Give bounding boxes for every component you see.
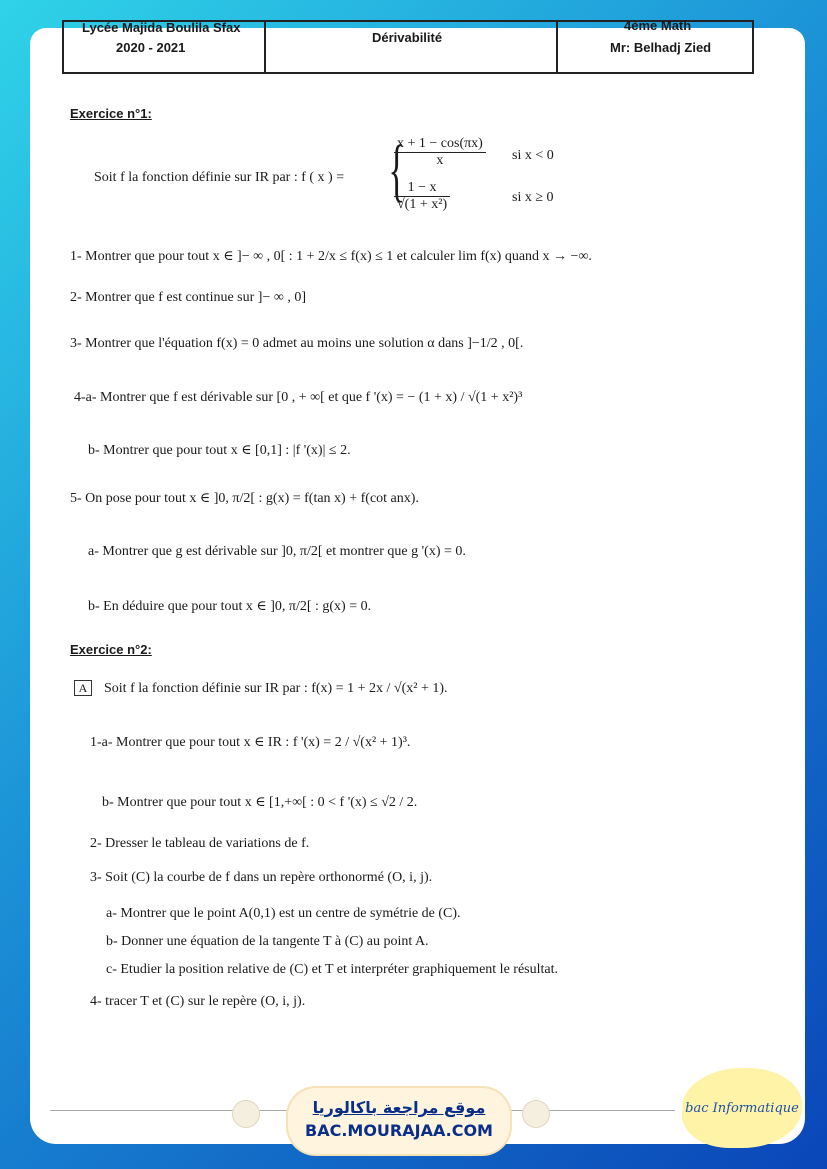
ex2-question-3a: a- Montrer que le point A(0,1) est un centre de symétrie de (C).: [106, 906, 461, 921]
right-logo-icon: [522, 1100, 550, 1128]
bac-informatique-badge: bac Informatique: [682, 1068, 802, 1148]
ex2-question-3b: b- Donner une équation de la tangente T à (C) au point A.: [106, 934, 429, 949]
ex2-question-3: 3- Soit (C) la courbe de f dans un repère orthonormé (O, i, j).: [90, 870, 433, 885]
ex2-question-4: 4- tracer T et (C) sur le repère (O, i, j).: [90, 994, 306, 1009]
ex1-question-5a: a- Montrer que g est dérivable sur ]0, π/2[ et montrer que g '(x) = 0.: [88, 544, 466, 559]
piecewise-brace: {: [388, 132, 406, 209]
case-2-numerator: 1 − x: [394, 180, 450, 197]
header-right-cell: [558, 18, 752, 72]
ex2-question-1b: b- Montrer que pour tout x ∈ [1,+∞[ : 0 < f '(x) ≤ √2 / 2.: [102, 795, 418, 810]
ex1-question-1: 1- Montrer que pour tout x ∈ ]− ∞ , 0[ : 1 + 2/x ≤ f(x) ≤ 1 et calculer lim f(x) quand x → −∞.: [70, 249, 592, 264]
ex2-question-1a: 1-a- Montrer que pour tout x ∈ IR : f '(x) = 2 / √(x² + 1)³.: [90, 735, 411, 750]
ex1-question-2: 2- Montrer que f est continue sur ]− ∞ , 0]: [70, 290, 306, 305]
class-level: 4ème Math: [624, 18, 692, 33]
site-banner[interactable]: [288, 1088, 510, 1154]
school-year: 2020 - 2021: [116, 40, 186, 55]
exam-sheet: [30, 18, 805, 1144]
case-1-condition: si x < 0: [512, 148, 554, 163]
case-1-numerator: x + 1 − cos(πx): [394, 136, 486, 153]
case-1: [392, 136, 488, 169]
section-a-box: A: [74, 680, 92, 696]
site-name-arabic: موقع مراجعة باكالوريا: [312, 1098, 486, 1117]
case-2-condition: si x ≥ 0: [512, 190, 554, 205]
ex1-question-5: 5- On pose pour tout x ∈ ]0, π/2[ : g(x) = f(tan x) + f(cot anx).: [70, 491, 419, 506]
ex1-question-4b: b- Montrer que pour tout x ∈ [0,1] : |f '(x)| ≤ 2.: [88, 443, 351, 458]
case-2: [392, 180, 452, 213]
header-mid-cell: [266, 22, 558, 72]
header-table: [62, 20, 754, 74]
site-url[interactable]: BAC.MOURAJAA.COM: [305, 1121, 493, 1140]
case-1-denominator: x: [436, 153, 444, 168]
header-left-cell: [64, 22, 266, 72]
exercise-1-title: Exercice n°1:: [70, 106, 152, 121]
ex1-question-4a: 4-a- Montrer que f est dérivable sur [0 , + ∞[ et que f '(x) = − (1 + x) / √(1 + x²)³: [74, 390, 523, 405]
ex1-question-5b: b- En déduire que pour tout x ∈ ]0, π/2[ : g(x) = 0.: [88, 599, 372, 614]
case-2-denominator: √(1 + x²): [397, 197, 448, 212]
ex2-question-3c: c- Etudier la position relative de (C) et T et interpréter graphiquement le résultat.: [106, 962, 558, 977]
school-name: Lycée Majida Boulila Sfax: [82, 20, 241, 35]
left-logo-icon: [232, 1100, 260, 1128]
ex1-question-3: 3- Montrer que l'équation f(x) = 0 admet au moins une solution α dans ]−1/2 , 0[.: [70, 336, 524, 351]
exercise-2-title: Exercice n°2:: [70, 642, 152, 657]
ex2-intro-line: [74, 680, 448, 697]
teacher-name: Mr: Belhadj Zied: [610, 40, 712, 55]
subject-title: Dérivabilité: [372, 30, 443, 45]
ex1-intro: Soit f la fonction définie sur IR par : f ( x ) =: [94, 170, 345, 185]
ex2-question-2: 2- Dresser le tableau de variations de f.: [90, 836, 310, 851]
ex2-intro: Soit f la fonction définie sur IR par : f(x) = 1 + 2x / √(x² + 1).: [104, 681, 448, 696]
